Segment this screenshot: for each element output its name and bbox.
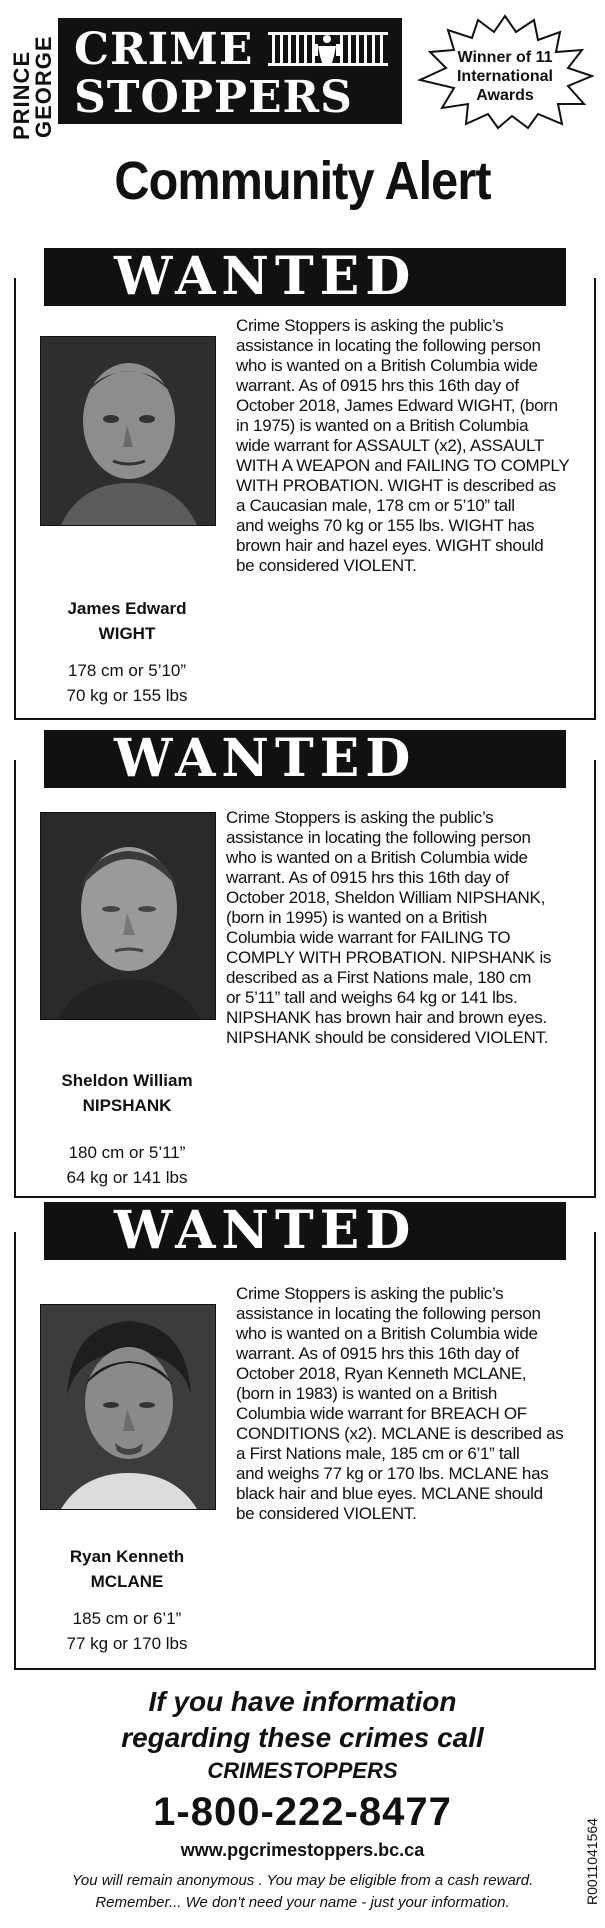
suspect-description: Crime Stoppers is asking the public’s assistance in locating the following person who is wanted on a British Columbia wide warrant. As of 0915 hrs this 16th day of October 2018, Ryan Kenneth MCLANE, (born in 1983) is wanted on a British Columbia wide warrant for BREACH OF CONDITIONS (x2). MCLANE is described as a First Nations male, 185 cm or 6’1” tall and weighs 77 kg or 170 lbs. MCLANE has black hair and blue eyes. MCLANE should be considered VIOLENT. [236, 1284, 564, 1523]
wanted-banner: WANTED [44, 248, 566, 306]
wanted-banner: WANTED [44, 1202, 566, 1260]
footer-note: You will remain anonymous . You may be eligible from a cash reward. Remember... We don’t need your name - just your information. [71, 1872, 534, 1911]
jail-bars-icon [268, 32, 388, 66]
footer-prompt: If you have information regarding these crimes call [121, 1686, 484, 1753]
award-text: Winner of 11 International Awards [456, 49, 553, 104]
george-text: GEORGE [31, 35, 56, 138]
crime-stoppers-logo [58, 18, 402, 124]
suspect-stats: 185 cm or 6’1” 77 kg or 170 lbs [66, 1609, 188, 1653]
page-title: Community Alert [114, 151, 491, 211]
suspect-name: Sheldon William NIPSHANK [61, 1071, 193, 1115]
suspect-description: Crime Stoppers is asking the public’s assistance in locating the following person who is wanted on a British Columbia wide warrant. As of 0915 hrs this 16th day of October 2018, James Edward WIGHT, (born in 1975) is wanted on a British Columbia wide warrant for ASSAULT (x2), ASSAULT WITH A WEAPON and FAILING TO COMPLY WITH PROBATION. WIGHT is described as a Caucasian male, 178 cm or 5’10” tall and weighs 70 kg or 155 lbs. WIGHT has brown hair and hazel eyes. WIGHT should be considered VIOLENT. [236, 316, 570, 575]
logo-crime-text: CRIME [74, 24, 254, 75]
suspect-photo [40, 1304, 216, 1510]
phone-number[interactable]: 1-800-222-8477 [153, 1790, 452, 1834]
prince-text: PRINCE [9, 50, 34, 140]
website-link[interactable]: www.pgcrimestoppers.bc.ca [180, 1840, 425, 1860]
suspect-description: Crime Stoppers is asking the public’s assistance in locating the following person who is wanted on a British Columbia wide warrant. As of 0915 hrs this 16th day of October 2018, Sheldon William NIPSHANK, (born in 1995) is wanted on a British Columbia wide warrant for FAILING TO COMPLY WITH PROBATION. NIPSHANK is described as a First Nations male, 180 cm or 5’11” tall and weighs 64 kg or 141 lbs. NIPSHANK has brown hair and brown eyes. NIPSHANK should be considered VIOLENT. [226, 808, 552, 1047]
suspect-photo [40, 336, 216, 526]
suspect-stats: 178 cm or 5’10” 70 kg or 155 lbs [66, 661, 188, 705]
reference-code: R0011041564 [584, 1818, 600, 1905]
suspect-photo [40, 812, 216, 1020]
suspect-stats: 180 cm or 5’11” 64 kg or 141 lbs [66, 1143, 188, 1187]
footer-org: CRIMESTOPPERS [207, 1758, 398, 1783]
suspect-name: James Edward WIGHT [67, 599, 187, 643]
prince-george-label [6, 20, 56, 140]
wanted-banner: WANTED [44, 730, 566, 788]
suspect-name: Ryan Kenneth MCLANE [69, 1547, 185, 1591]
logo-stoppers-text: STOPPERS [74, 72, 353, 123]
